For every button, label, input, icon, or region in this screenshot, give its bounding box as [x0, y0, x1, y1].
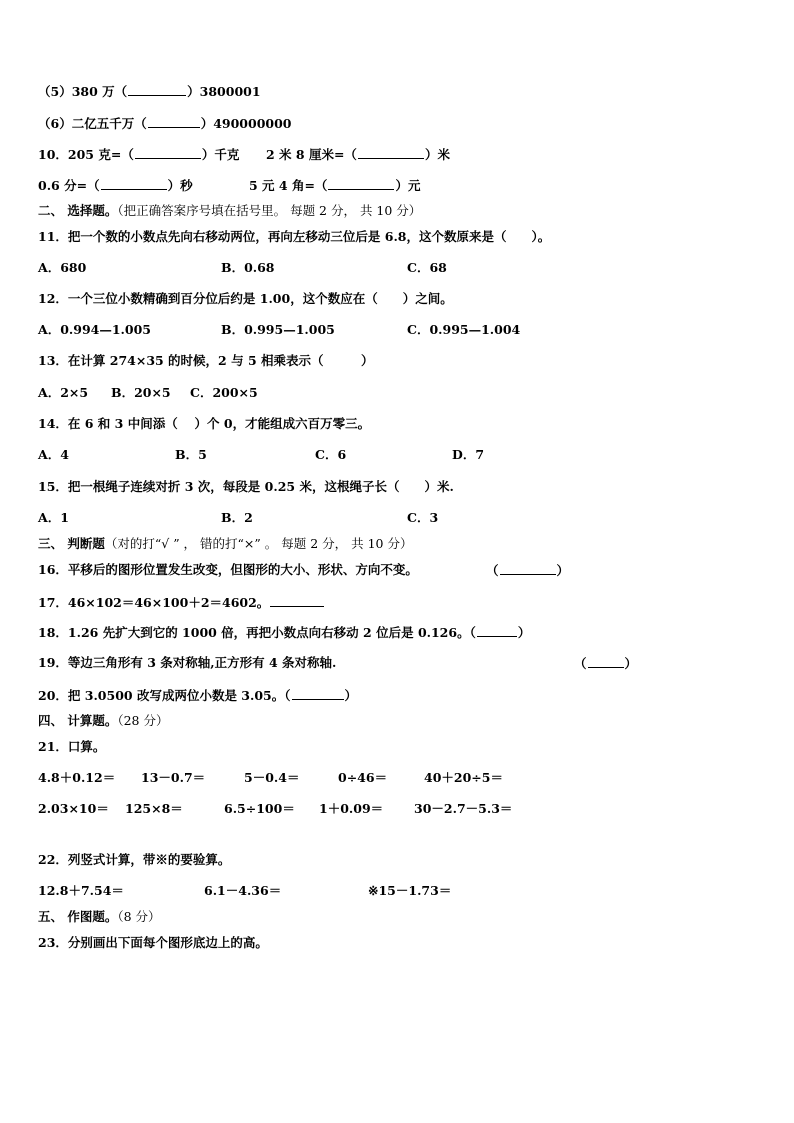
q17-blank[interactable]	[270, 594, 324, 607]
question-12-stem: 12．一个三位小数精确到百分位后约是 1.00，这个数应在（ ）之间。	[38, 291, 453, 306]
q16-paren-close: ）	[556, 563, 570, 578]
question-11-options	[38, 260, 758, 276]
section-4-note: （28 分）	[117, 713, 169, 728]
vertical-calc-item: 6.1－4.36＝	[204, 883, 282, 898]
question-21-row1	[38, 770, 758, 786]
q10c-unit: ）秒	[167, 178, 193, 193]
q13-option-c[interactable]: C．200×5	[190, 385, 258, 400]
q11-option-c[interactable]: C．68	[407, 260, 447, 275]
q10b-unit: ）米	[424, 147, 450, 162]
q17-text: 17．46×102＝46×100＋2＝4602。	[38, 595, 270, 610]
q15-option-c[interactable]: C．3	[407, 510, 439, 525]
q20-text: 20．把 3.0500 改写成两位小数是 3.05。（	[38, 688, 291, 703]
question-22-stem: 22．列竖式计算，带※的要验算。	[38, 852, 231, 867]
oral-calc-item: 1＋0.09＝	[319, 801, 384, 816]
q5-text-end: ）3800001	[187, 84, 261, 99]
question-13-options	[38, 385, 758, 401]
q6-blank[interactable]	[148, 115, 200, 128]
question-17	[38, 594, 325, 611]
section-4-title: 四、 计算题。	[38, 713, 118, 728]
q18-paren-close: ）	[517, 625, 531, 640]
q14-option-a[interactable]: A．4	[38, 447, 69, 462]
q18-text: 18．1.26 先扩大到它的 1000 倍，再把小数点向右移动 2 位后是 0.126。（	[38, 625, 476, 640]
q15-option-a[interactable]: A．1	[38, 510, 69, 525]
q14-option-d[interactable]: D．7	[452, 447, 485, 462]
question-22-items	[38, 883, 758, 899]
oral-calc-item: 0÷46＝	[338, 770, 388, 785]
q19-text: 19．等边三角形有 3 条对称轴,正方形有 4 条对称轴.	[38, 655, 337, 670]
question-6	[38, 115, 291, 132]
q10a-unit: ）千克	[201, 147, 240, 162]
q16-paren-open: （	[486, 563, 499, 578]
oral-calc-item: 4.8＋0.12＝	[38, 770, 116, 785]
q14-option-c[interactable]: C．6	[315, 447, 347, 462]
q15-option-b[interactable]: B．2	[221, 510, 253, 525]
oral-calc-item: 5－0.4＝	[244, 770, 300, 785]
q20-paren-close: ）	[344, 688, 358, 703]
question-13-stem: 13．在计算 274×35 的时候，2 与 5 相乘表示（ ）	[38, 353, 374, 368]
q5-blank[interactable]	[128, 83, 186, 96]
q13-option-b[interactable]: B．20×5	[111, 385, 171, 400]
q10b-text: 2 米 8 厘米=（	[266, 147, 357, 162]
q19-paren-close: ）	[624, 656, 638, 671]
question-14-stem: 14．在 6 和 3 中间添（ ）个 0，才能组成六百万零三。	[38, 416, 371, 431]
section-5-heading	[38, 909, 161, 925]
section-5-title: 五、 作图题。	[38, 909, 118, 924]
q10d-text: 5 元 4 角=（	[249, 178, 328, 193]
oral-calc-item: 13－0.7＝	[141, 770, 206, 785]
q14-option-b[interactable]: B．5	[175, 447, 207, 462]
q10b-blank[interactable]	[358, 146, 424, 159]
section-5-note: （8 分）	[117, 909, 161, 924]
q10d-blank[interactable]	[328, 177, 394, 190]
question-14-options	[38, 447, 758, 463]
q10d-unit: ）元	[395, 178, 421, 193]
question-15-options	[38, 510, 758, 526]
q5-text: （5）380 万（	[38, 84, 128, 99]
vertical-calc-item: 12.8＋7.54＝	[38, 883, 124, 898]
question-16	[38, 562, 758, 578]
q16-text: 16．平移后的图形位置发生改变，但图形的大小、形状、方向不变。	[38, 562, 418, 577]
q6-text-end: ）490000000	[200, 116, 292, 131]
q11-option-a[interactable]: A．680	[38, 260, 87, 275]
q12-option-c[interactable]: C．0.995—1.004	[407, 322, 521, 337]
q11-option-b[interactable]: B．0.68	[221, 260, 275, 275]
question-21-row2	[38, 801, 758, 817]
question-19	[38, 655, 758, 671]
q16-blank[interactable]	[500, 562, 556, 575]
q12-option-b[interactable]: B．0.995—1.005	[221, 322, 335, 337]
section-2-title: 二、 选择题。	[38, 203, 118, 218]
section-2-heading	[38, 203, 421, 219]
section-2-note: （把正确答案序号填在括号里。 每题 2 分， 共 10 分）	[117, 203, 422, 218]
question-12-options	[38, 322, 758, 338]
section-3-title: 三、 判断题	[38, 536, 105, 551]
question-23-stem: 23．分别画出下面每个图形底边上的高。	[38, 935, 268, 950]
question-10-row1	[38, 146, 758, 162]
q20-blank[interactable]	[292, 687, 344, 700]
question-21-stem: 21．口算。	[38, 739, 106, 754]
q12-option-a[interactable]: A．0.994—1.005	[38, 322, 151, 337]
oral-calc-item: 125×8＝	[125, 801, 183, 816]
question-10-row2	[38, 177, 758, 193]
question-5	[38, 83, 261, 100]
question-20	[38, 687, 357, 704]
question-15-stem: 15．把一根绳子连续对折 3 次，每段是 0.25 米，这根绳子长（ ）米.	[38, 479, 454, 494]
q10a-blank[interactable]	[135, 146, 201, 159]
section-4-heading	[38, 713, 169, 729]
oral-calc-item: 2.03×10＝	[38, 801, 109, 816]
q10c-text: 0.6 分=（	[38, 178, 100, 193]
q6-text: （6）二亿五千万（	[38, 116, 147, 131]
section-3-note: （对的打“√ ” ， 错的打“×” 。 每题 2 分， 共 10 分）	[104, 536, 413, 551]
q10a-text: 10．205 克=（	[38, 147, 134, 162]
question-18	[38, 624, 530, 641]
vertical-calc-item: ※15－1.73＝	[368, 883, 452, 898]
section-3-heading	[38, 536, 412, 552]
q10c-blank[interactable]	[101, 177, 167, 190]
q18-blank[interactable]	[477, 624, 517, 637]
q19-blank[interactable]	[588, 655, 624, 668]
oral-calc-item: 30－2.7－5.3＝	[414, 801, 513, 816]
oral-calc-item: 6.5÷100＝	[224, 801, 295, 816]
question-11-stem: 11．把一个数的小数点先向右移动两位，再向左移动三位后是 6.8，这个数原来是（ ）。	[38, 229, 551, 244]
oral-calc-item: 40＋20÷5＝	[424, 770, 503, 785]
q19-paren-open: （	[574, 656, 587, 671]
q13-option-a[interactable]: A．2×5	[38, 385, 89, 400]
